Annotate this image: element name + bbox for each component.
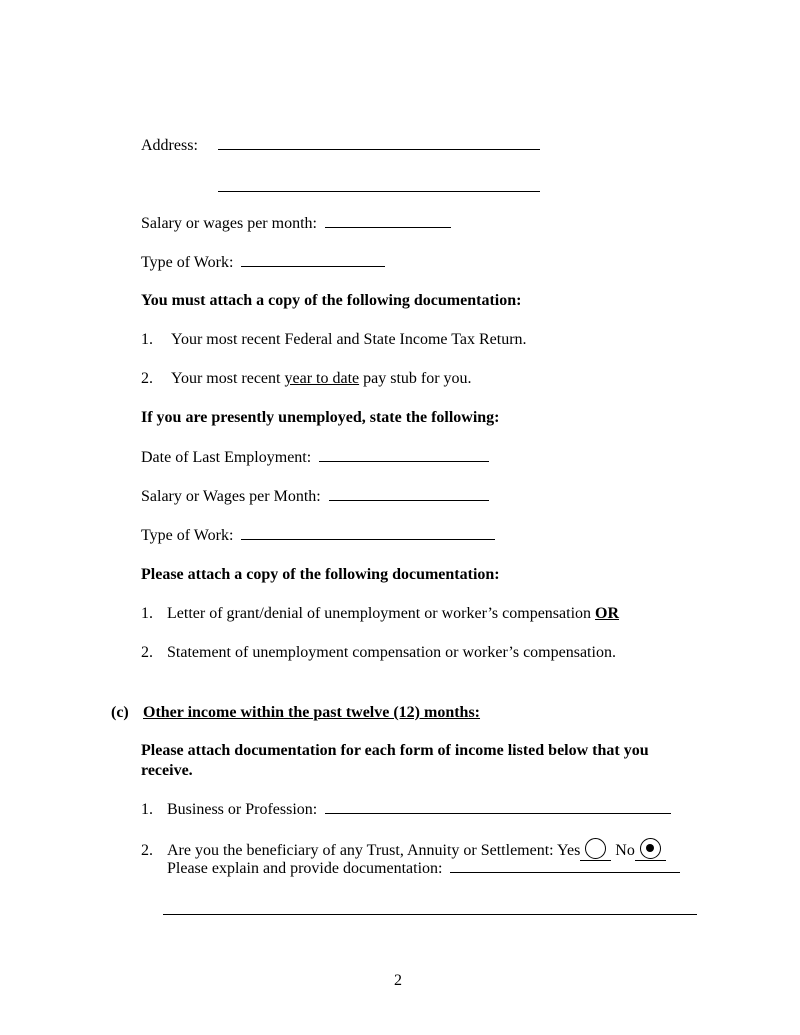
trust-question: Are you the beneficiary of any Trust, Annuity or Settlement:	[167, 842, 554, 859]
unemployed-salary-row	[141, 486, 489, 506]
explain-field-continued[interactable]	[163, 914, 697, 915]
salary-field[interactable]	[325, 213, 451, 228]
or-emphasis: OR	[595, 605, 620, 622]
explain-row	[167, 858, 680, 878]
yes-radio[interactable]	[585, 838, 606, 859]
address-row	[141, 135, 540, 155]
salary-label: Salary or wages per month:	[141, 215, 317, 232]
section-c-letter: (c)	[111, 704, 129, 721]
no-radio[interactable]	[640, 838, 661, 859]
last-employment-label: Date of Last Employment:	[141, 449, 312, 466]
doc-item-1: 1. Your most recent Federal and State Income Tax Return.	[141, 331, 527, 348]
type-of-work-row	[141, 252, 385, 272]
business-field[interactable]	[325, 799, 671, 814]
unemployed-heading: If you are presently unemployed, state the following:	[141, 409, 500, 426]
explain-label: Please explain and provide documentation:	[167, 860, 443, 877]
no-label: No	[615, 842, 635, 859]
unemployed-doc-item-1: 1. Letter of grant/denial of unemployment or worker’s compensation OR	[141, 605, 620, 622]
unemployed-type-field[interactable]	[241, 525, 495, 540]
unemployed-salary-label: Salary or Wages per Month:	[141, 488, 321, 505]
explain-field[interactable]	[450, 858, 680, 873]
unemployed-type-label: Type of Work:	[141, 527, 234, 544]
page-number: 2	[394, 972, 402, 989]
attach-heading: You must attach a copy of the following documentation:	[141, 292, 522, 309]
other-income-instruction-1: Please attach documentation for each form of income listed below that you	[141, 742, 649, 759]
unemployed-doc-item-2: 2. Statement of unemployment compensation or worker’s compensation.	[141, 644, 616, 661]
type-of-work-label: Type of Work:	[141, 254, 234, 271]
type-of-work-field[interactable]	[241, 252, 385, 267]
salary-row	[141, 213, 451, 233]
address-label: Address:	[141, 137, 198, 154]
doc-item-2: 2. Your most recent year to date pay stub for you.	[141, 370, 472, 387]
business-label: Business or Profession:	[167, 801, 318, 818]
business-row: 1. Business or Profession:	[141, 799, 671, 819]
trust-row: 2. Are you the beneficiary of any Trust, Annuity or Settlement: Yes No	[141, 838, 666, 861]
address-line-2[interactable]	[218, 191, 540, 192]
address-line-1[interactable]	[218, 135, 540, 150]
unemployed-type-row	[141, 525, 495, 545]
unemployed-salary-field[interactable]	[329, 486, 489, 501]
unemployed-attach-heading: Please attach a copy of the following documentation:	[141, 566, 500, 583]
last-employment-field[interactable]	[319, 447, 489, 462]
last-employment-row	[141, 447, 489, 467]
other-income-instruction-2: receive.	[141, 762, 193, 779]
yes-label: Yes	[557, 842, 581, 859]
section-c-heading: Other income within the past twelve (12) months:	[143, 704, 481, 721]
